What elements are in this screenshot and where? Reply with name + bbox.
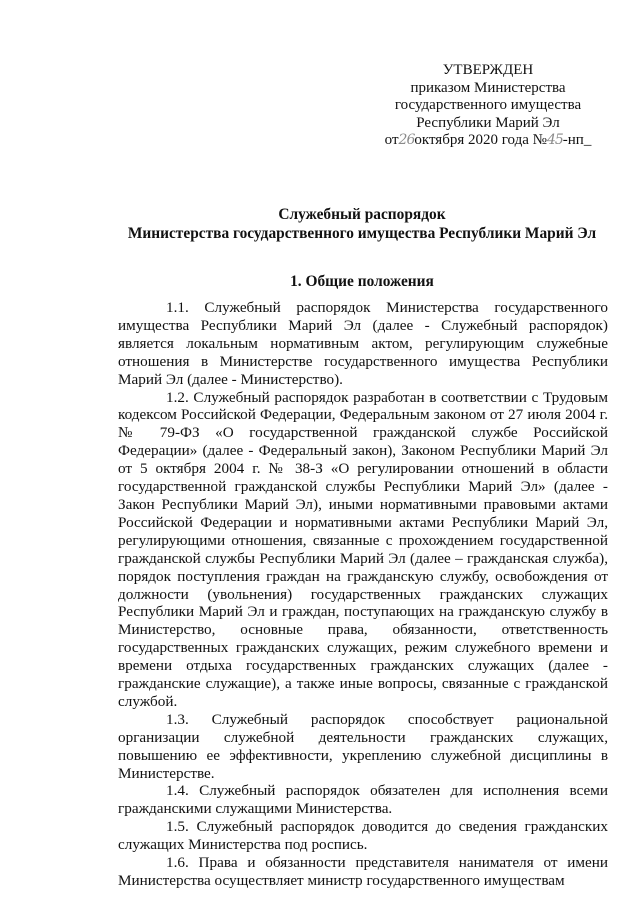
document-title-line2: Министерства государственного имущества Республики Марий Эл: [127, 225, 597, 242]
paragraph-1-3: 1.3. Служебный распорядок способствует рациональной организации служебной деятельности гражданских служащих, повышению ее эффективности, укреплению служебной дисциплины в Министерстве.: [118, 710, 608, 782]
paragraph-1-6: 1.6. Права и обязанности представителя нанимателя от имени Министерства осуществляет министр государственного имуществам: [118, 854, 608, 889]
handwritten-day: 26: [398, 132, 415, 148]
paragraph-1-1: 1.1. Служебный распорядок Министерства государственного имущества Республики Марий Эл (далее - Служебный распорядок) является локальным нормативным актом, регулирующим служебные отношения в Министерстве государственного имущества Республики Марий Эл (далее - Министерство).: [118, 299, 608, 388]
section-heading: 1. Общие положения: [290, 273, 434, 290]
approval-republic-line: Республики Марий Эл: [416, 114, 560, 131]
approval-order-line: приказом Министерства: [410, 79, 566, 96]
document-title-line1: Служебный распорядок: [278, 206, 446, 223]
handwritten-number: 45: [546, 132, 563, 148]
document-body: [118, 299, 608, 890]
document-title: [118, 205, 606, 243]
approval-number-suffix: -нп_: [562, 132, 592, 148]
paragraph-1-4: 1.4. Служебный распорядок обязателен для исполнения всеми гражданскими служащими Министерства.: [118, 782, 608, 818]
approval-date-line: [360, 132, 616, 150]
approval-title: УТВЕРЖДЕН: [442, 62, 534, 78]
approval-date-middle: октября 2020 года №: [414, 132, 547, 148]
approval-date-prefix: от: [384, 132, 399, 148]
approval-stamp: [360, 62, 616, 150]
paragraph-1-5: 1.5. Служебный распорядок доводится до сведения гражданских служащих Министерства под роспись.: [118, 818, 608, 854]
paragraph-1-2: 1.2. Служебный распорядок разработан в соответствии с Трудовым кодексом Российской Федерации, Федеральным законом от 27 июля 2004 г. № 79-ФЗ «О государственной гражданской службе Российской Федерации» (далее - Федеральный закон), Законом Республики Марий Эл от 5 октября 2004 г. № 38-З «О регулировании отношений в области государственной гражданской службы Республики Марий Эл» (далее - Закон Республики Марий Эл), иными нормативными правовыми актами Российской Федерации и нормативными актами Республики Марий Эл, регулирующими отношения, связанные с прохождением государственной гражданской службы Республики Марий Эл (далее – гражданская служба), порядок поступления граждан на гражданскую службу, освобождения от должности (увольнения) государственных гражданских служащих Республики Марий Эл и граждан, поступающих на гражданскую службу в Министерство, основные права, обязанности, ответственность государственных гражданских служащих, режим служебного времени и времени отдыха государственных гражданских служащих (далее - гражданские служащие), а также иные вопросы, связанные с гражданской службой.: [118, 388, 608, 710]
approval-ministry-line: государственного имущества: [394, 97, 582, 113]
